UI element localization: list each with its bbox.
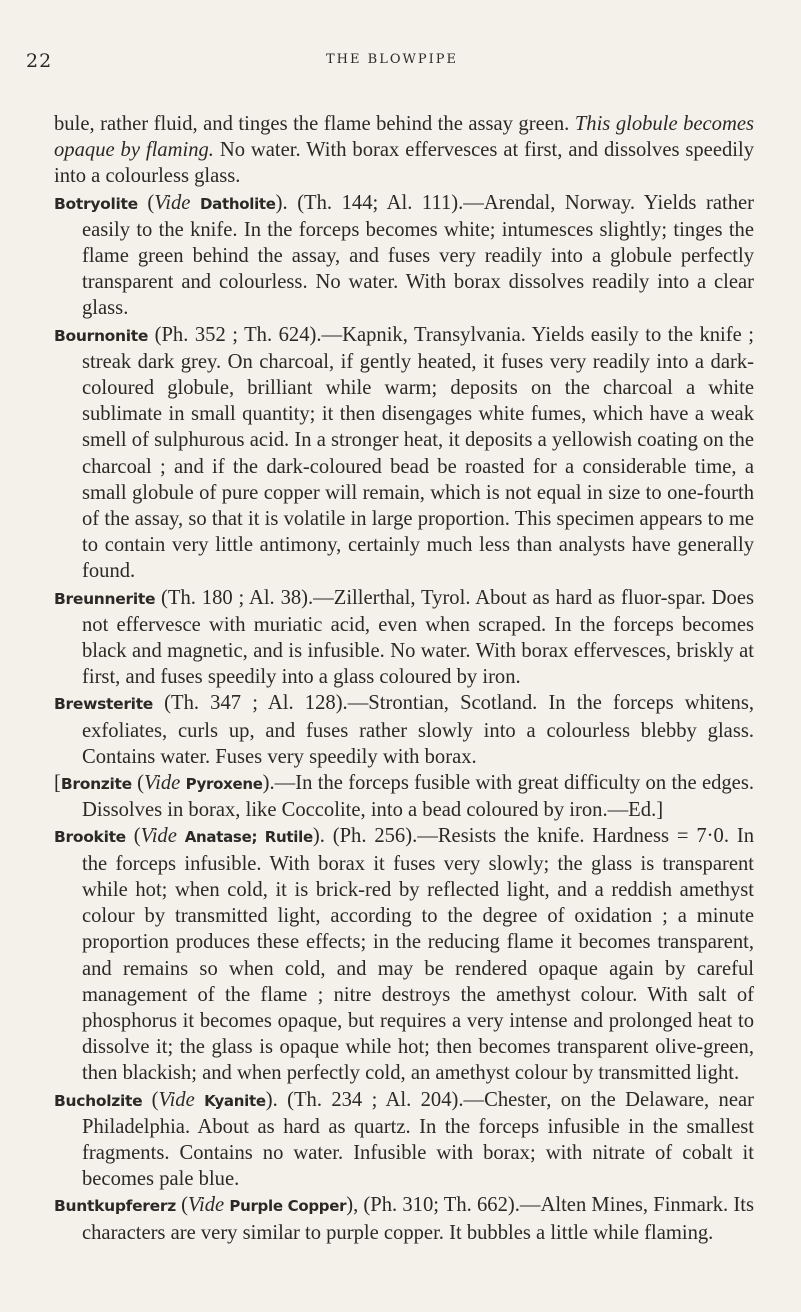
running-head (12, 50, 772, 80)
page-number: 22 (26, 50, 53, 72)
entry-heading: Bucholzite (54, 1091, 143, 1110)
cross-reference: Kyanite (204, 1091, 266, 1110)
cross-reference: Datholite (200, 194, 276, 213)
entry-heading: Breunnerite (54, 589, 156, 608)
entry-brookite: Brookite (Vide Anatase; Rutile). (Ph. 256).—Resists the knife. Hardness = 7·0. In the forceps infusible. With borax it fuses very slowly; the glass is transparent while hot; when cold, it is brick-red by reflected light, and a reddish amethyst colour by transmitted light, according to the degree of oxidation ; a minute proportion produces these effects; in the reducing flame it becomes transparent, and remains so when cold, and may be rendered opaque again by careful management of the flame ; nitre destroys the amethyst colour. With salt of phosphorus it becomes opaque, but requires a very intense and prolonged heat to dissolve it; the glass is opaque while hot; then becomes transparent olive-green, then blackish; and when perfectly cold, an amethyst colour by transmitted light. (54, 825, 754, 1085)
entry-heading: Brewsterite (54, 695, 154, 714)
cross-reference: Anatase; Rutile (184, 828, 313, 847)
entry-bournonite: Bournonite (Ph. 352 ; Th. 624).—Kapnik, Transylvania. Yields easily to the knife ; streak dark grey. On charcoal, if gently heated, it fuses very readily into a dark-coloured globule, brilliant while warm; deposits on the charcoal a white sublimate in small quantity; it then disengages white fumes, which have a weak smell of sulphurous acid. In a stronger heat, it deposits a yellowish coating on the charcoal ; and if the dark-coloured bead be roasted for a considerable time, a small globule of pure copper will remain, which is not equal in size to one-fourth of the assay, so that it is volatile in large proportion. This specimen appears to me to contain very little antimony, certainly much less than analysts have generally found. (54, 323, 754, 583)
entry-bronzite: [Bronzite (Vide Pyroxene).—In the forceps fusible with great difficulty on the edges. Dissolves in borax, like Coccolite, into a bead coloured by iron.—Ed.] (54, 772, 754, 822)
italic-note: This globule becomes opaque by flaming. (54, 113, 754, 162)
entry-brewsterite: Brewsterite (Th. 347 ; Al. 128).—Strontian, Scotland. In the forceps whitens, exfoliates, curls up, and fuses rather slowly into a colourless blebby glass. Contains water. Fuses very speedily with borax. (54, 692, 754, 768)
body-text (54, 111, 754, 1246)
entry-heading: Botryolite (54, 194, 138, 213)
entry-heading: Bournonite (54, 326, 149, 345)
entry-heading: Brookite (54, 828, 126, 847)
entry-breunnerite: Breunnerite (Th. 180 ; Al. 38).—Zillerthal, Tyrol. About as hard as fluor-spar. Does not effervesce with muriatic acid, even when scraped. In the forceps becomes black and magnetic, and is infusible. No water. With borax effervesces, briskly at first, and fuses speedily into a glass coloured by iron. (54, 586, 754, 689)
entry-buntkupfererz: Buntkupfererz (Vide Purple Copper), (Ph. 310; Th. 662).—Alten Mines, Finmark. Its characters are very similar to purple copper. It bubbles a little while flaming. (54, 1194, 754, 1244)
entry-bucholzite: Bucholzite (Vide Kyanite). (Th. 234 ; Al. 204).—Chester, on the Delaware, near Philadelphia. About as hard as quartz. In the forceps infusible in the smallest fragments. Contains no water. Infusible with borax; with nitrate of cobalt it becomes pale blue. (54, 1088, 754, 1191)
entry-heading: Bronzite (60, 775, 132, 794)
entry-heading: Buntkupfererz (54, 1197, 176, 1216)
running-title: THE BLOWPIPE (326, 52, 458, 67)
entry-botryolite: Botryolite (Vide Datholite). (Th. 144; Al. 111).—Arendal, Norway. Yields rather easily to the knife. In the forceps becomes white; intumesces slightly; tinges the flame green behind the assay, and fuses very readily into a globule perfectly transparent and colourless. No water. With borax dissolves readily into a clear glass. (54, 191, 754, 320)
cross-reference: Pyroxene (185, 775, 263, 794)
entry-continuation: bule, rather fluid, and tinges the flame behind the assay green. This globule becomes opaque by flaming. No water. With borax effervesces at first, and dissolves speedily into a colourless glass. (54, 113, 754, 188)
cross-reference: Purple Copper (229, 1197, 347, 1216)
